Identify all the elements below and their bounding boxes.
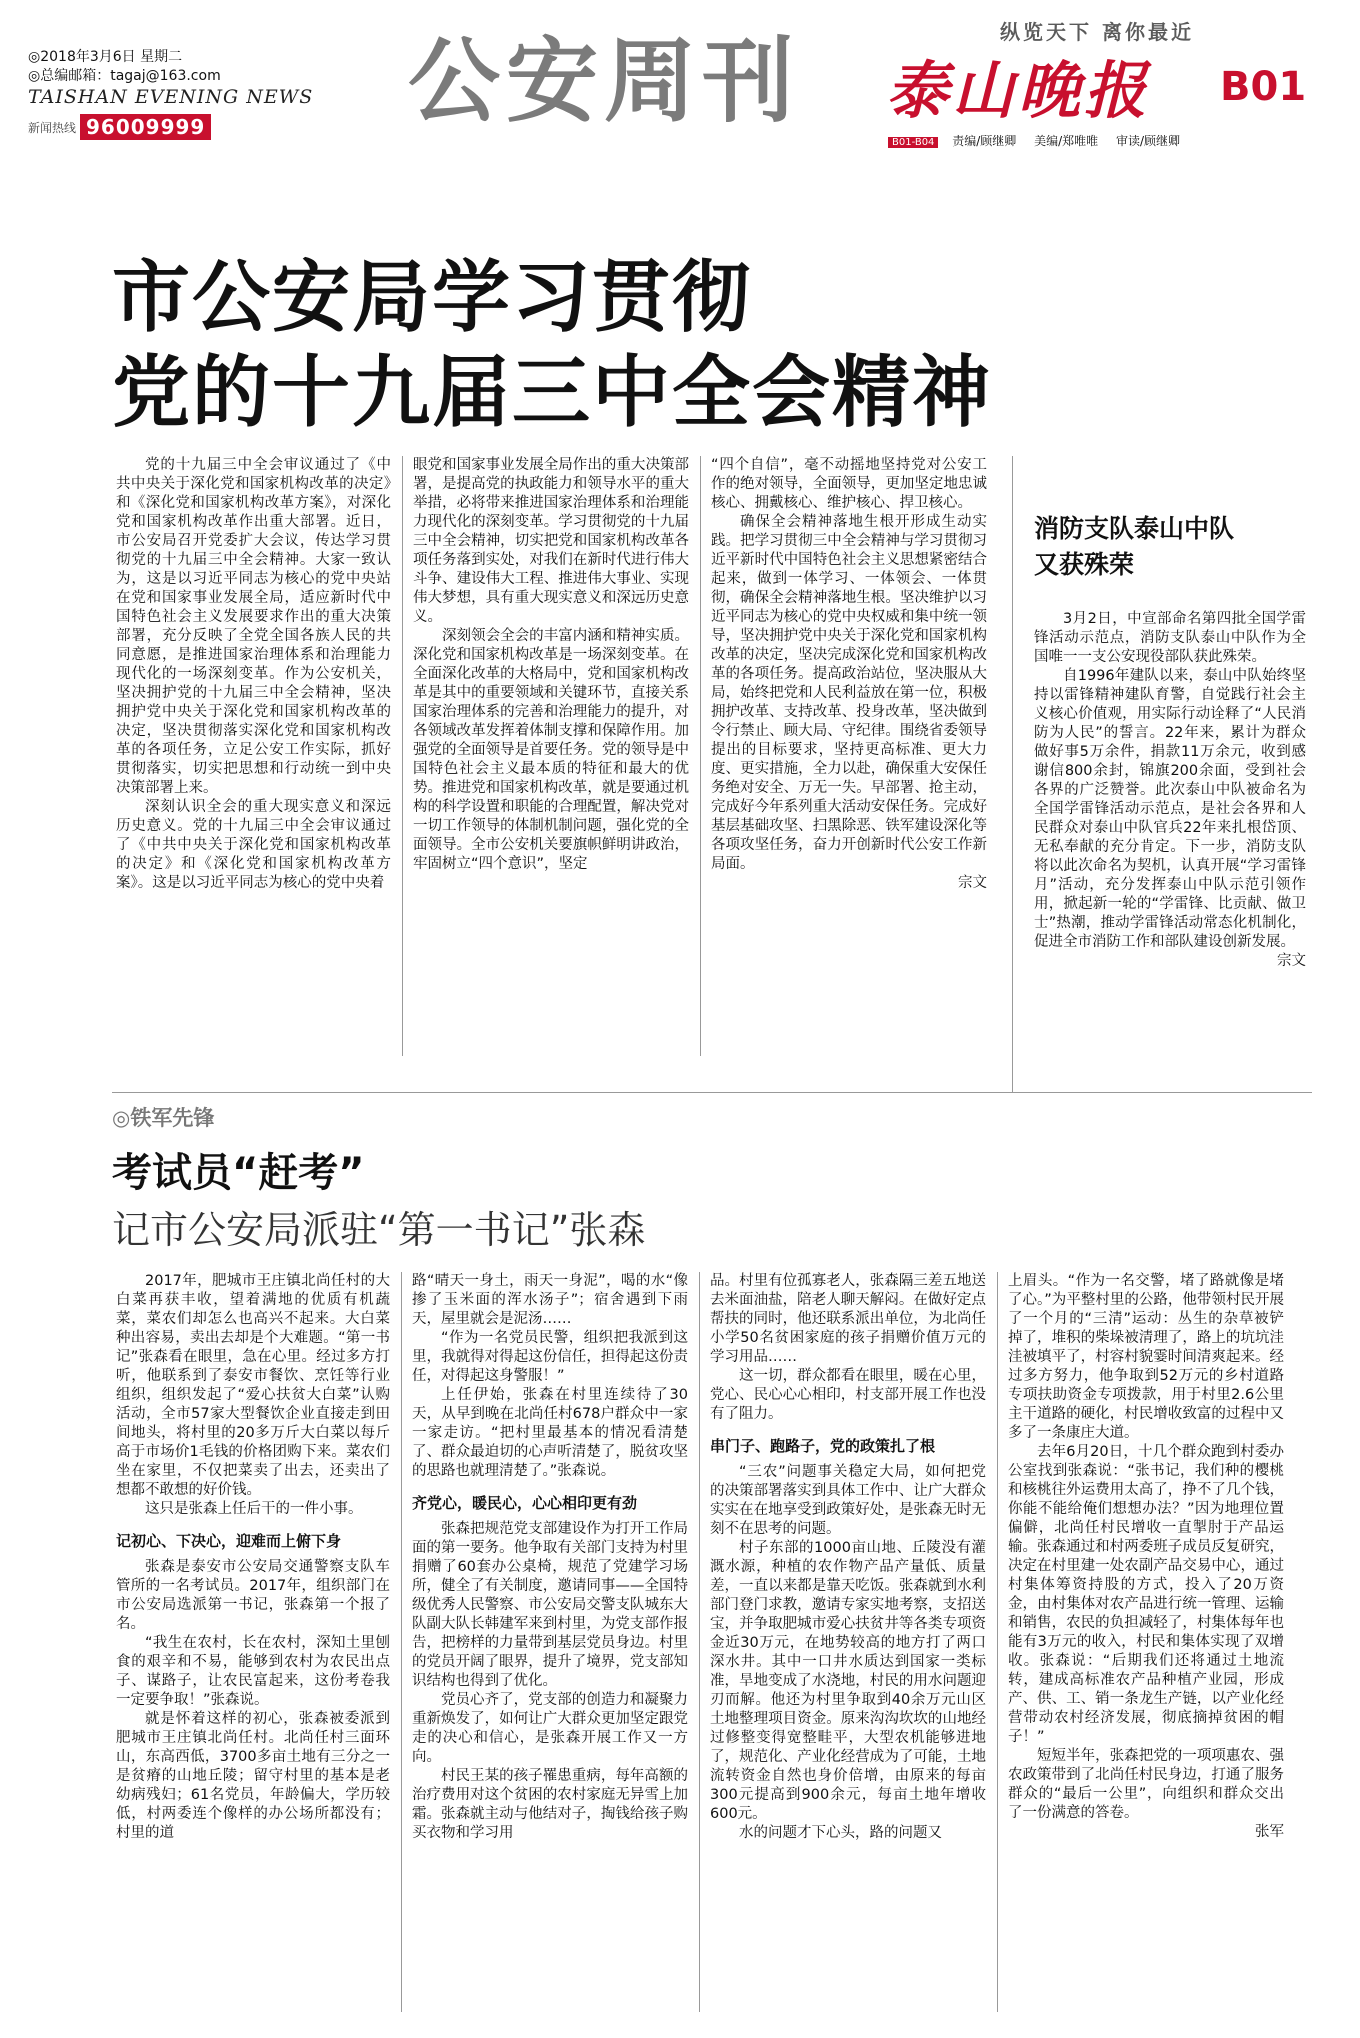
feature-paragraph: 水的问题才下心头，路的问题又 xyxy=(739,1825,942,1841)
feature-subheadline: 记市公安局派驻“第一书记”张森 xyxy=(112,1208,646,1252)
section-separator xyxy=(112,1092,1312,1093)
email-line: ◎总编邮箱：tagaj@163.com xyxy=(28,68,221,84)
designer-credit: 美编/郑唯唯 xyxy=(1034,134,1099,148)
feature-paragraph: 上任伊始，张森在村里连续待了30天，从早到晚在北尚任村678户群众中一家一家走访。“把村里最基本的情况看清楚了、群众最迫切的心声听清楚了，脱贫攻坚的思路也就理清楚了。”张森说。 xyxy=(412,1387,688,1479)
hotline-box xyxy=(28,114,211,140)
feature-subhead: 齐党心，暖民心，心心相印更有劲 xyxy=(412,1494,638,1512)
sidebar-headline-line1: 消防支队泰山中队 xyxy=(1034,514,1235,543)
feature-subhead: 串门子、跑路子，党的政策扎了根 xyxy=(710,1437,936,1455)
column-divider xyxy=(401,1272,402,2012)
lead-headline-line1: 市公安局学习贯彻 xyxy=(112,253,753,343)
pages-badge: B01-B04 xyxy=(888,137,938,148)
lead-column-2 xyxy=(413,456,689,1064)
feature-paragraph: 品。村里有位孤寡老人，张森隔三差五地送去米面油盐，陪老人聊天解闷。在做好定点帮扶的同时，他还联系派出单位，为北尚任小学50名贫困家庭的孩子捐赠价值万元的学习用品…… xyxy=(710,1273,986,1365)
lead-paragraph: 确保全会精神落地生根开形成生动实践。把学习贯彻三中全会精神与学习贯彻习近平新时代中国特色社会主义思想紧密结合起来，做到一体学习、一体领会、一体贯彻，确保全会精神落地生根。坚决维护以习近平同志为核心的党中央权威和集中统一领导，坚决拥护党中央关于深化党和国家机构改革的决定，坚决完成深化党和国家机构改革的各项任务。提高政治站位，坚决服从大局，始终把党和人民利益放在第一位，积极拥护改革、支持改革、投身改革，坚决做到令行禁止、顾大局、守纪律。围绕省委领导提出的目标要求，坚持更高标准、更大力度、更实措施，全力以赴，确保重大安保任务绝对安全、万无一失。早部署、抢主动，完成好今年系列重大活动安保任务。完成好基层基础攻坚、扫黑除恶、铁军建设深化等各项攻坚任务，奋力开创新时代公安工作新局面。 xyxy=(711,514,987,872)
lead-paragraph: 党的十九届三中全会审议通过了《中共中央关于深化党和国家机构改革的决定》和《深化党和国家机构改革方案》，对深化党和国家机构改革作出重大部署。近日，市公安局召开党委扩大会议，传达学习贯彻党的十九届三中全会精神。大家一致认为，这是以习近平同志为核心的党中央站在党和国家事业发展全局，适应新时代中国特色社会主义发展要求作出的重大决策部署，充分反映了全党全国各族人民的共同意愿，是推进国家治理体系和治理能力现代化的一场深刻变革。作为公安机关，坚决拥护党的十九届三中全会精神，坚决拥护党中央关于深化党和国家机构改革的决定，坚决贯彻落实深化党和国家机构改革的各项任务，立足公安工作实际，抓好贯彻落实，切实把思想和行动统一到中央决策部署上来。 xyxy=(116,457,391,796)
lead-author: 宗文 xyxy=(958,875,987,891)
feature-paragraph: “作为一名党员民警，组织把我派到这里，我就得对得起这份信任，担得起这份责任，对得起这身警服！” xyxy=(412,1330,688,1384)
sidebar-paragraph: 3月2日，中宣部命名第四批全国学雷锋活动示范点，消防支队泰山中队作为全国唯一一支公安现役部队获此殊荣。 xyxy=(1034,611,1306,665)
page-number: B01 xyxy=(1220,64,1307,110)
column-tag: ◎铁军先锋 xyxy=(112,1106,215,1130)
date-line: ◎2018年3月6日 星期二 xyxy=(28,49,183,65)
feature-paragraph: 就是怀着这样的初心，张森被委派到肥城市王庄镇北尚任村。北尚任村三面环山，东高西低，3700多亩土地有三分之一是贫瘠的山地丘陵；留守村里的基本是老幼病残妇；61名党员，年龄偏大，学历较低，村两委连个像样的办公场所都没有；村里的道 xyxy=(116,1711,390,1841)
column-divider xyxy=(700,456,701,1056)
hotline-label: 新闻热线 xyxy=(28,120,77,135)
feature-paragraph: 上眉头。“作为一名交警，堵了路就像是堵了心。”为平整村里的公路，他带领村民开展了一个月的“三清”运动：丛生的杂草被铲掉了，堆积的柴垛被清理了，路上的坑坑洼洼被填平了，村容村貌霎时间清爽起来。经过多方努力，他争取到52万元的乡村道路专项扶助资金专项拨款，用于村里2.6公里主干道路的硬化，村民增收致富的过程中又多了一条康庄大道。 xyxy=(1008,1273,1284,1441)
editor-bar xyxy=(888,132,1194,149)
column-divider xyxy=(699,1272,700,2012)
sidebar-paragraph: 自1996年建队以来，泰山中队始终坚持以雷锋精神建队育警，自觉践行社会主义核心价值观，用实际行动诠释了“人民消防为人民”的誓言。22年来，累计为群众做好事5万余件，捐款11万余元，收到感谢信800余封，锦旗200余面，受到社会各界的广泛赞誉。此次泰山中队被命名为全国学雷锋活动示范点，是社会各界和人民群众对泰山中队官兵22年来扎根岱顶、无私奉献的充分肯定。下一步，消防支队将以此次命名为契机，认真开展“学习雷锋月”活动，充分发挥泰山中队示范引领作用，掀起新一轮的“学雷锋、比贡献、做卫士”热潮，推动学雷锋活动常态化机制化，促进全市消防工作和部队建设创新发展。 xyxy=(1034,668,1306,950)
feature-subhead: 记初心、下决心，迎难而上俯下身 xyxy=(116,1532,342,1550)
section-title: 公安周刊 xyxy=(408,28,801,135)
lead-column-3 xyxy=(711,456,987,1064)
feature-paragraph: 这一切，群众都看在眼里，暖在心里，党心、民心心心相印，村支部开展工作也没有了阻力。 xyxy=(710,1368,986,1422)
sidebar-headline-line2: 又获殊荣 xyxy=(1034,550,1135,579)
feature-paragraph: 短短半年，张森把党的一项项惠农、强农政策带到了北尚任村民身边，打通了服务群众的“最后一公里”，向组织和群众交出了一份满意的答卷。 xyxy=(1008,1748,1284,1821)
column-divider xyxy=(402,456,403,1056)
feature-paragraph: 党员心齐了，党支部的创造力和凝聚力重新焕发了，如何让广大群众更加坚定跟党走的决心和信心，是张森开展工作又一方向。 xyxy=(412,1692,688,1765)
lead-paragraph: 眼党和国家事业发展全局作出的重大决策部署，是提高党的执政能力和领导水平的重大举措，必将带来推进国家治理体系和治理能力现代化的深刻变革。学习贯彻党的十九届三中全会精神，切实把党和国家机构改革各项任务落到实处，对我们在新时代进行伟大斗争、建设伟大工程、推进伟大事业、实现伟大梦想，具有重大现实意义和深远历史意义。 xyxy=(413,457,689,625)
proof-credit: 审读/顾继卿 xyxy=(1116,134,1181,148)
feature-author: 张军 xyxy=(1255,1824,1284,1840)
feature-paragraph: 去年6月20日，十几个群众跑到村委办公室找到张森说：“张书记，我们种的樱桃和核桃往外运费用太高了，挣不了几个钱，你能不能给俺们想想办法？”因为地理位置偏僻，北尚任村民增收一直掣肘于产品运输。张森通过和村两委班子成员反复研究，决定在村里建一处农副产品交易中心，通过村集体筹资持股的方式，投入了20万资金，由村集体对农产品进行统一管理、运输和销售，农民的负担减轻了，村集体每年也能有3万元的收入，村民和集体实现了双增收。张森说：“后期我们还将通过土地流转，建成高标准农产品种植产业园，形成产、供、工、销一条龙生产链，以产业化经营带动农村经济发展，彻底摘掉贫困的帽子！” xyxy=(1008,1444,1284,1745)
feature-column-3 xyxy=(710,1272,986,2020)
feature-paragraph: “三农”问题事关稳定大局，如何把党的决策部署落实到具体工作中、让广大群众实实在在地享受到政策好处，是张森无时无刻不在思考的问题。 xyxy=(710,1464,986,1537)
feature-paragraph: 张森把规范党支部建设作为打开工作局面的第一要务。他争取有关部门支持为村里捐赠了60套办公桌椅，规范了党建学习场所，健全了有关制度，邀请同事——全国特级优秀人民警察、市公安局交警支队城东大队副大队长韩建军来到村里，为党支部作报告，把榜样的力量带到基层党员身边。村里的党员开阔了眼界，提升了境界，党支部知识结构也得到了优化。 xyxy=(412,1521,688,1689)
feature-paragraph: 2017年，肥城市王庄镇北尚任村的大白菜再获丰收，望着满地的优质有机蔬菜，菜农们却怎么也高兴不起来。大白菜种出容易，卖出去却是个大难题。“第一书记”张森看在眼里，急在心里。经过多方打听，他联系到了泰安市餐饮、烹饪等行业组织，组织发起了“爱心扶贫大白菜”认购活动，全市57家大型餐饮企业直接走到田间地头，将村里的20多万斤大白菜以每斤高于市场价1毛钱的价格团购下来。菜农们坐在家里，不仅把菜卖了出去，还卖出了想都不敢想的好价钱。 xyxy=(116,1273,390,1498)
feature-paragraph: “我生在农村，长在农村，深知土里刨食的艰辛和不易，能够到农村为农民出点子、谋路子，让农民富起来，这份考卷我一定要争取！”张森说。 xyxy=(116,1635,390,1708)
feature-paragraph: 这只是张森上任后干的一件小事。 xyxy=(145,1501,363,1517)
feature-paragraph: 路“晴天一身土，雨天一身泥”，喝的水“像掺了玉米面的浑水汤子”；宿舍遇到下雨天，屋里就会是泥汤…… xyxy=(412,1273,688,1327)
feature-column-1 xyxy=(116,1272,390,2020)
sidebar-column xyxy=(1034,610,1306,1082)
sidebar-divider xyxy=(1012,456,1013,1092)
newspaper-logo: 泰山晚报 xyxy=(886,54,1151,127)
lead-paragraph: 深刻认识全会的重大现实意义和深远历史意义。党的十九届三中全会审议通过了《中共中央关于深化党和国家机构改革的决定》和《深化党和国家机构改革方案》。这是以习近平同志为核心的党中央着 xyxy=(116,799,391,891)
lead-headline-line2: 党的十九届三中全会精神 xyxy=(112,348,993,438)
feature-paragraph: 张森是泰安市公安局交通警察支队车管所的一名考试员。2017年，组织部门在市公安局选派第一书记，张森第一个报了名。 xyxy=(116,1559,390,1632)
feature-headline: 考试员“赶考” xyxy=(112,1150,365,1196)
feature-column-2 xyxy=(412,1272,688,2020)
lead-paragraph: “四个自信”，毫不动摇地坚持党对公安工作的绝对领导，全面领导，更加坚定地忠诚核心、拥戴核心、维护核心、捍卫核心。 xyxy=(711,457,987,511)
feature-paragraph: 村民王某的孩子罹患重病，每年高额的治疗费用对这个贫困的农村家庭无异雪上加霜。张森就主动与他结对子，掏钱给孩子购买衣物和学习用 xyxy=(412,1768,688,1841)
lead-column-1 xyxy=(116,456,391,1064)
lead-paragraph: 深刻领会全会的丰富内涵和精神实质。深化党和国家机构改革是一场深刻变革。在全面深化改革的大格局中，党和国家机构改革是其中的重要领域和关键环节，直接关系国家治理体系的完善和治理能力的提升，对各领域改革发挥着体制支撑和保障作用。加强党的全面领导是首要任务。党的领导是中国特色社会主义最本质的特征和最大的优势。推进党和国家机构改革，就是要通过机构的科学设置和职能的合理配置，解决党对一切工作领导的体制机制问题，强化党的全面领导。全市公安机关要旗帜鲜明讲政治，牢固树立“四个意识”，坚定 xyxy=(413,628,689,872)
slogan: 纵览天下 离你最近 xyxy=(1000,20,1194,44)
column-divider xyxy=(997,1272,998,2012)
editor-credit: 责编/顾继卿 xyxy=(952,134,1017,148)
sidebar-author: 宗文 xyxy=(1277,953,1306,969)
hotline-number: 96009999 xyxy=(80,114,211,140)
feature-paragraph: 村子东部的1000亩山地、丘陵没有灌溉水源，种植的农作物产品产量低、质量差，一直以来都是靠天吃饭。张森就到水利部门登门求教，邀请专家实地考察，支招送宝，并争取肥城市爱心扶贫井等各类专项资金近30万元，在地势较高的地方打了两口深水井。其中一口井水质达到国家一类标准，旱地变成了水浇地，村民的用水问题迎刃而解。他还为村里争取到40余万元山区土地整理项目资金。原来沟沟坎坎的山地经过修整变得宽整畦平，大型农机能够进地了，规范化、产业化经营成为了可能，土地流转资金自然也身价倍增，由原来的每亩300元提高到900余元，每亩土地年增收600元。 xyxy=(710,1540,986,1822)
feature-column-4 xyxy=(1008,1272,1284,2020)
english-title: TAISHAN EVENING NEWS xyxy=(28,86,314,108)
